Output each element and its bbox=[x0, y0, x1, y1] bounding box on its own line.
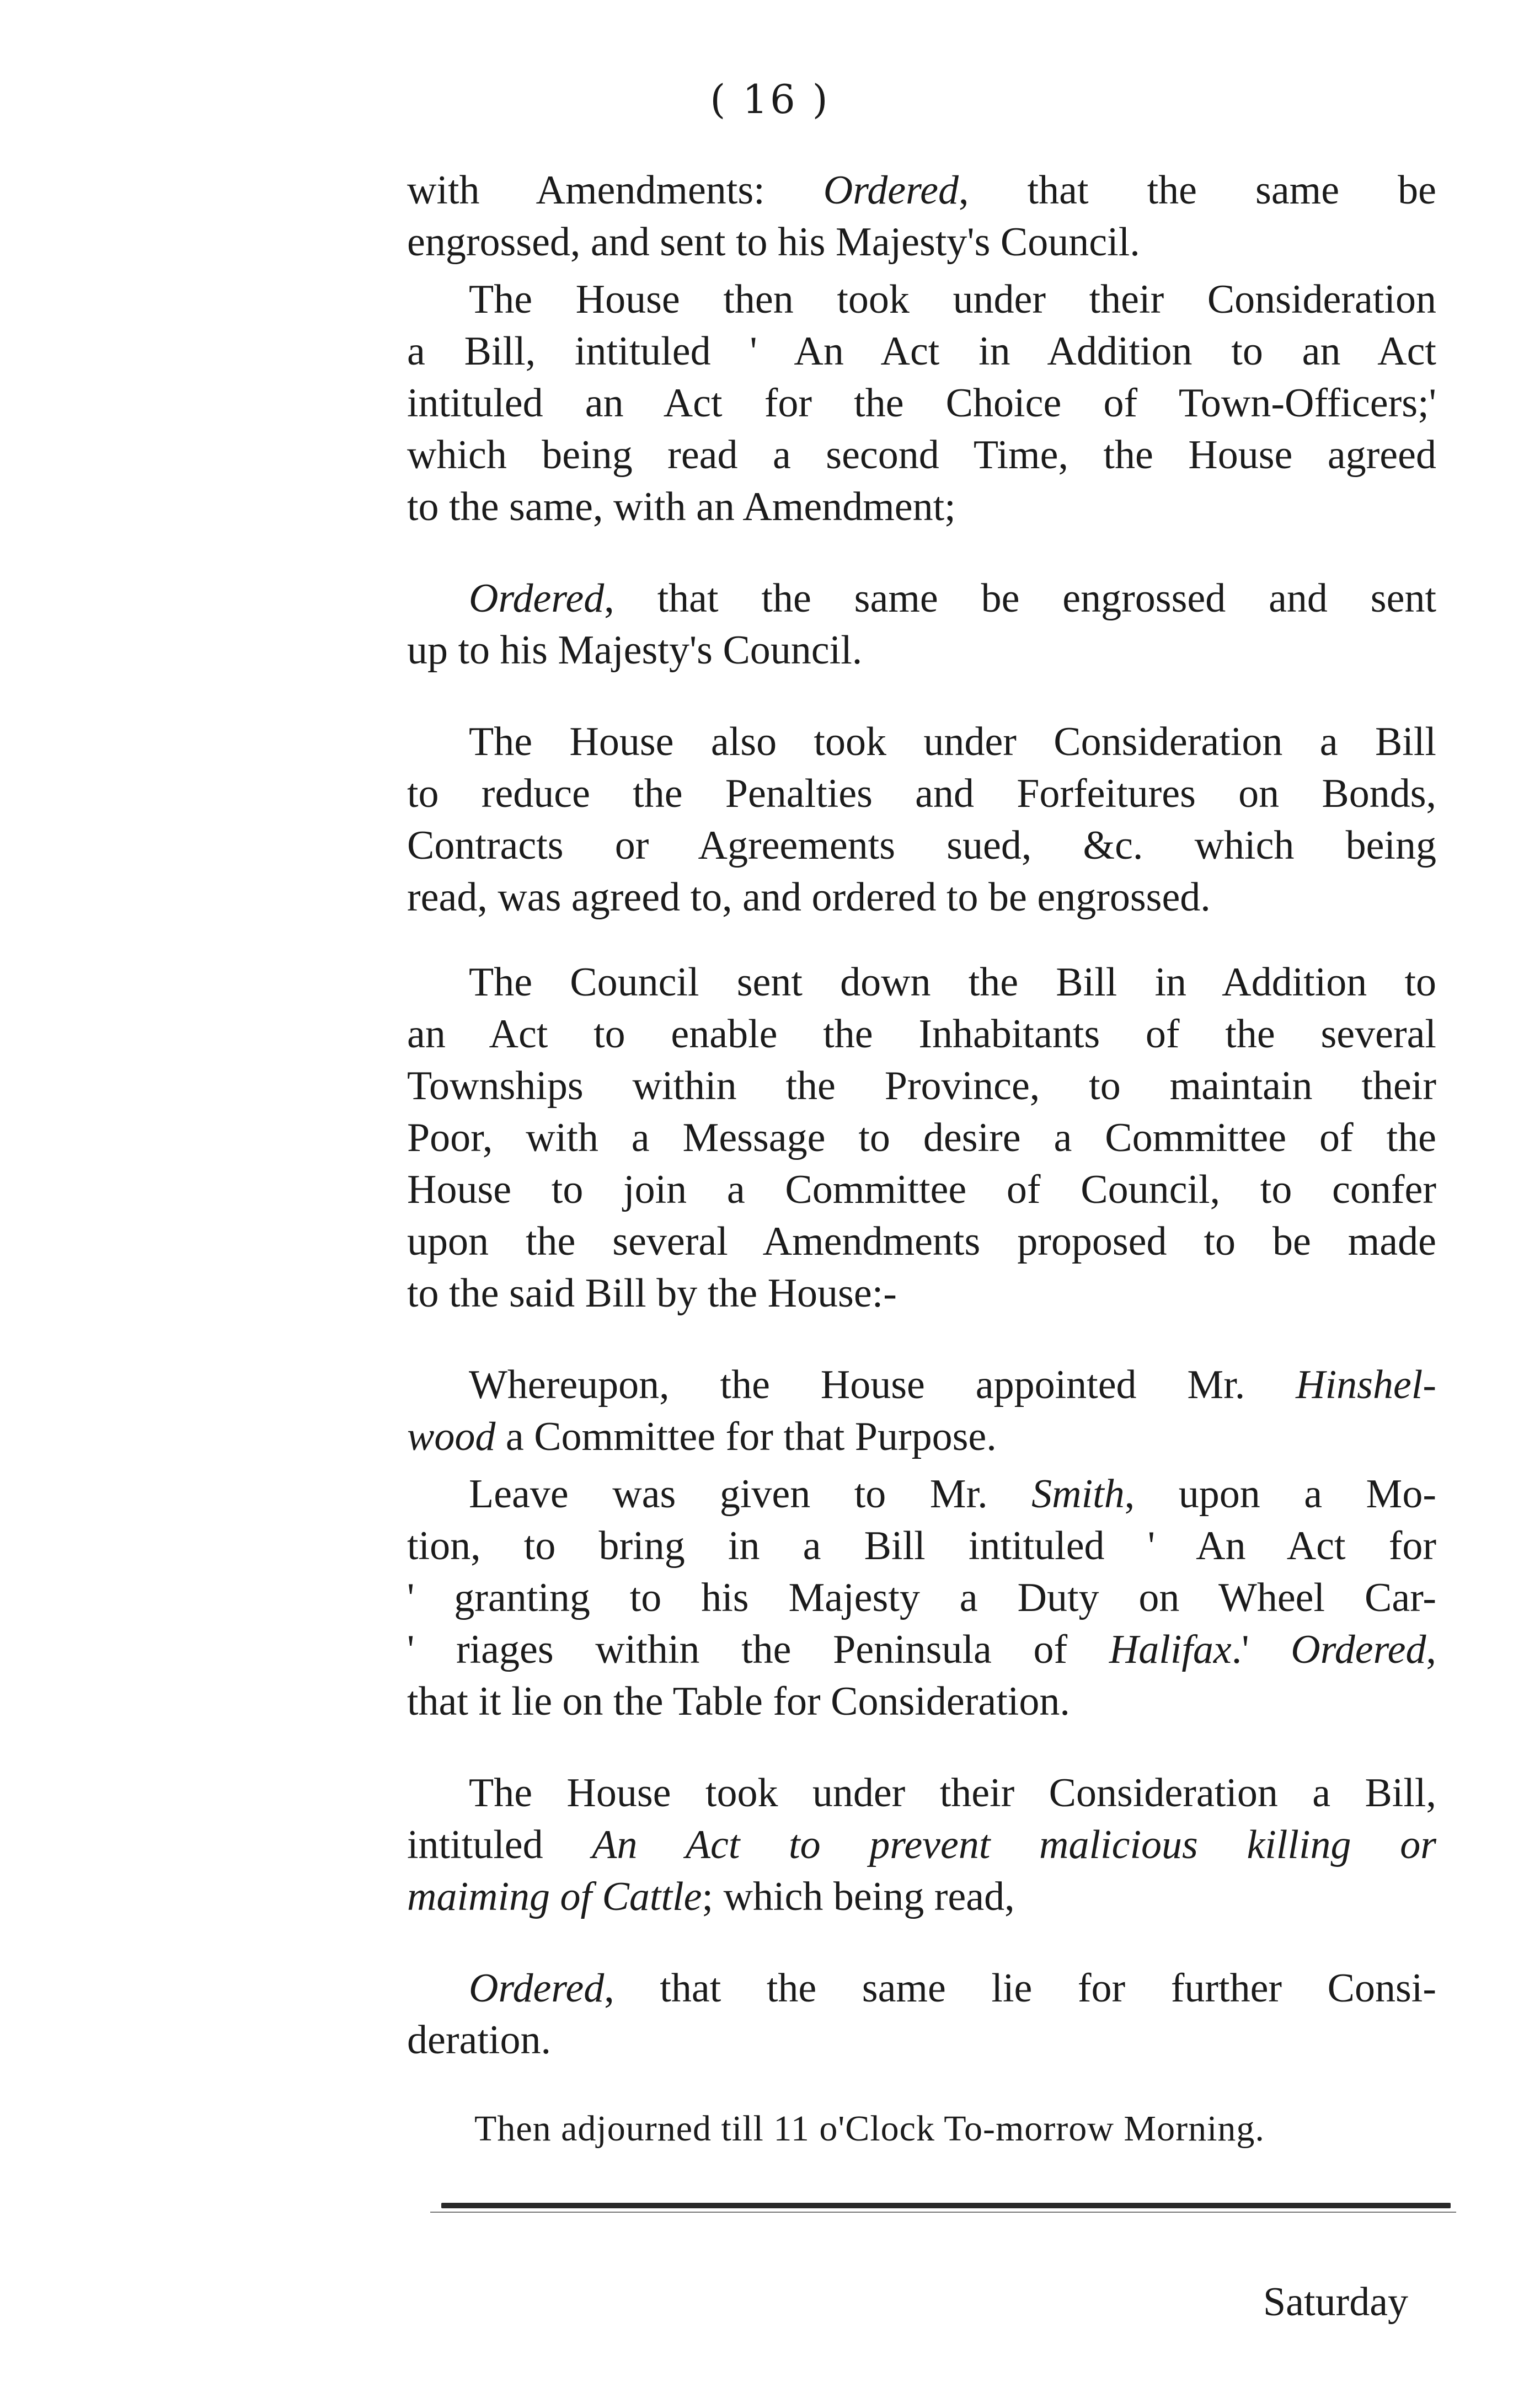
text-line: maiming of Cattle; which being read, bbox=[407, 1874, 1015, 1919]
text-line: Ordered, that the same lie for further Consi- bbox=[469, 1966, 1436, 2011]
text-line: ' riages within the Peninsula of Halifax.' Ordered, bbox=[407, 1627, 1436, 1672]
text-line: to reduce the Penalties and Forfeitures on Bonds, bbox=[407, 771, 1436, 816]
text-line: House to join a Committee of Council, to confer bbox=[407, 1167, 1436, 1212]
text-line: Ordered, that the same be engrossed and sent bbox=[469, 576, 1436, 621]
text-line: ' granting to his Majesty a Duty on Wheel Car- bbox=[407, 1575, 1436, 1620]
adjournment-line: Then adjourned till 11 o'Clock To-morrow Morning. bbox=[474, 2108, 1265, 2149]
section-rule bbox=[441, 2203, 1451, 2208]
paragraph-penalties-bill bbox=[407, 716, 1436, 923]
text-line: tion, to bring in a Bill intituled ' An Act for bbox=[407, 1523, 1436, 1569]
paragraph-wheel-carriages-bill bbox=[407, 1468, 1436, 1727]
paragraph-town-officers-bill bbox=[407, 274, 1436, 533]
text-line: engrossed, and sent to his Majesty's Council. bbox=[407, 220, 1140, 265]
text-line: deration. bbox=[407, 2017, 551, 2063]
text-line: The House took under their Consideration a Bill, bbox=[469, 1770, 1436, 1816]
journal-body bbox=[407, 164, 1436, 2066]
paragraph-cattle-bill bbox=[407, 1767, 1436, 1923]
paragraph-committee-appointed bbox=[407, 1359, 1436, 1463]
section-rule-thin bbox=[430, 2212, 1456, 2213]
text-line: The House then took under their Consideration bbox=[469, 277, 1436, 322]
paragraph-further-consideration bbox=[407, 1962, 1436, 2066]
text-line: an Act to enable the Inhabitants of the several bbox=[407, 1011, 1436, 1057]
text-line: to the said Bill by the House:- bbox=[407, 1271, 897, 1316]
text-line: wood a Committee for that Purpose. bbox=[407, 1414, 997, 1459]
text-line: with Amendments: Ordered, that the same be bbox=[407, 168, 1436, 213]
text-line: Contracts or Agreements sued, &c. which being bbox=[407, 823, 1436, 868]
text-line: The House also took under Consideration a Bill bbox=[469, 719, 1436, 764]
text-line: Poor, with a Message to desire a Committee of the bbox=[407, 1115, 1436, 1160]
paragraph-poor-bill-message bbox=[407, 956, 1436, 1319]
text-line: up to his Majesty's Council. bbox=[407, 628, 863, 673]
paragraph-ordered-engrossed bbox=[407, 572, 1436, 676]
text-line: Whereupon, the House appointed Mr. Hinshel- bbox=[469, 1362, 1436, 1407]
text-line: upon the several Amendments proposed to be made bbox=[407, 1219, 1436, 1264]
text-line: intituled an Act for the Choice of Town-Officers;' bbox=[407, 381, 1436, 426]
text-line: Leave was given to Mr. Smith, upon a Mo- bbox=[469, 1471, 1436, 1517]
text-line: to the same, with an Amendment; bbox=[407, 484, 956, 529]
text-line: that it lie on the Table for Consideration. bbox=[407, 1679, 1070, 1724]
text-line: which being read a second Time, the House agreed bbox=[407, 432, 1436, 478]
text-line: intituled An Act to prevent malicious killing or bbox=[407, 1822, 1436, 1867]
page-number: ( 16 ) bbox=[710, 76, 830, 122]
text-line: read, was agreed to, and ordered to be engrossed. bbox=[407, 875, 1211, 920]
text-line: The Council sent down the Bill in Addition to bbox=[469, 960, 1436, 1005]
catchword: Saturday bbox=[1263, 2279, 1409, 2325]
text-line: a Bill, intituled ' An Act in Addition to an Act bbox=[407, 329, 1436, 374]
text-line: Townships within the Province, to maintain their bbox=[407, 1063, 1436, 1109]
paragraph-amendments-council bbox=[407, 164, 1436, 268]
